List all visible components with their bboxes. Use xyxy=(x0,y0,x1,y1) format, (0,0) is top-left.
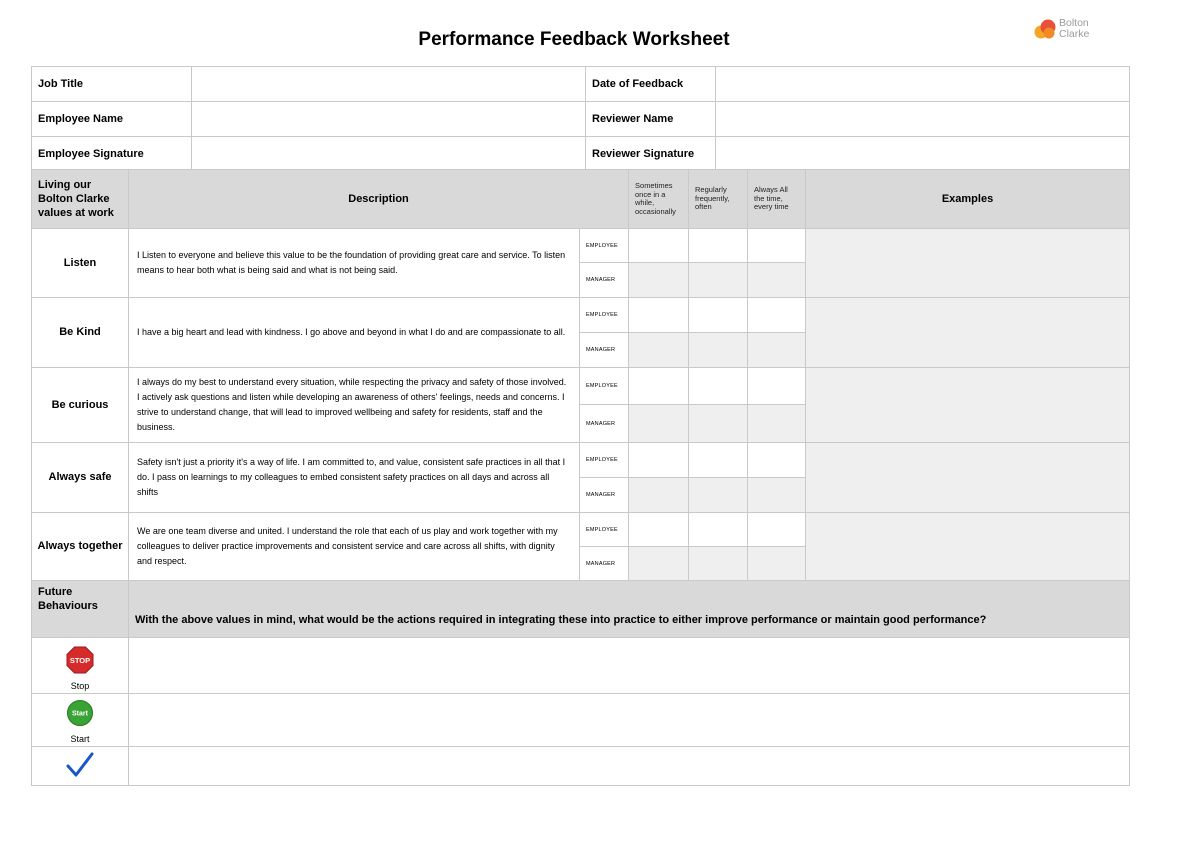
start-circle-icon xyxy=(66,699,94,727)
manager-regularly-cell[interactable] xyxy=(689,333,748,368)
manager-always-cell[interactable] xyxy=(748,547,806,581)
value-name: Always safe xyxy=(32,443,129,513)
value-description: We are one team diverse and united. I understand the role that each of us play and work together with my colleagues to deliver practice improvements and consistent service and care across all shifts, with dignity and respect. xyxy=(129,513,580,581)
heart-logo-icon xyxy=(1034,19,1056,39)
employee-regularly-cell[interactable] xyxy=(689,298,748,333)
employee-info-table xyxy=(31,66,1130,172)
start-label: Start xyxy=(70,734,90,744)
employee-always-cell[interactable] xyxy=(748,443,806,478)
manager-role-label: MANAGER xyxy=(580,405,629,443)
values-column-header: Living our Bolton Clarke values at work xyxy=(32,170,129,229)
manager-sometimes-cell[interactable] xyxy=(629,333,689,368)
reviewer-name-label: Reviewer Name xyxy=(586,102,716,137)
manager-sometimes-cell[interactable] xyxy=(629,405,689,443)
value-name: Be Kind xyxy=(32,298,129,368)
description-column-header: Description xyxy=(129,170,629,229)
manager-role-label: MANAGER xyxy=(580,263,629,298)
value-description: I have a big heart and lead with kindness. I go above and beyond in what I do and are compassionate to all. xyxy=(129,298,580,368)
page-title: Performance Feedback Worksheet xyxy=(418,29,730,50)
manager-always-cell[interactable] xyxy=(748,478,806,513)
manager-always-cell[interactable] xyxy=(748,333,806,368)
values-table xyxy=(31,169,1130,786)
checkmark-icon xyxy=(66,751,94,779)
reviewer-name-field[interactable] xyxy=(716,102,1130,137)
manager-always-cell[interactable] xyxy=(748,263,806,298)
date-of-feedback-label: Date of Feedback xyxy=(586,67,716,102)
value-description: I always do my best to understand every situation, while respecting the privacy and safety of those involved. I actively ask questions and listen while developing an awareness of others' feelings, needs and concerns. I strive to understand change, that will lead to improved wellbeing and safety for residents, staff and the business. xyxy=(129,368,580,443)
employee-regularly-cell[interactable] xyxy=(689,443,748,478)
examples-column-header: Examples xyxy=(806,170,1130,229)
manager-regularly-cell[interactable] xyxy=(689,263,748,298)
stop-sign-text: STOP xyxy=(69,655,91,665)
reviewer-signature-label: Reviewer Signature xyxy=(586,137,716,172)
employee-name-label: Employee Name xyxy=(32,102,192,137)
manager-sometimes-cell[interactable] xyxy=(629,547,689,581)
bolton-clarke-logo: Bolton Clarke xyxy=(1034,17,1104,41)
value-name: Listen xyxy=(32,229,129,298)
always-column-header: Always All the time, every time xyxy=(748,170,806,229)
employee-always-cell[interactable] xyxy=(748,513,806,547)
manager-sometimes-cell[interactable] xyxy=(629,263,689,298)
employee-always-cell[interactable] xyxy=(748,229,806,263)
employee-always-cell[interactable] xyxy=(748,298,806,333)
employee-signature-label: Employee Signature xyxy=(32,137,192,172)
employee-role-label: EMPLOYEE xyxy=(580,513,629,547)
future-behaviours-heading: Future Behaviours xyxy=(32,581,129,638)
stop-actions-field[interactable] xyxy=(129,638,1130,694)
manager-regularly-cell[interactable] xyxy=(689,405,748,443)
job-title-field[interactable] xyxy=(192,67,586,102)
stop-label: Stop xyxy=(70,680,90,691)
employee-regularly-cell[interactable] xyxy=(689,229,748,263)
reviewer-signature-field[interactable] xyxy=(716,137,1130,172)
date-of-feedback-field[interactable] xyxy=(716,67,1130,102)
start-actions-field[interactable] xyxy=(129,694,1130,747)
employee-sometimes-cell[interactable] xyxy=(629,368,689,405)
regularly-column-header: Regularly frequently, often xyxy=(689,170,748,229)
employee-role-label: EMPLOYEE xyxy=(580,229,629,263)
examples-cell[interactable] xyxy=(806,368,1130,443)
employee-always-cell[interactable] xyxy=(748,368,806,405)
employee-signature-field[interactable] xyxy=(192,137,586,172)
start-row-label xyxy=(32,694,129,747)
examples-cell[interactable] xyxy=(806,298,1130,368)
job-title-label: Job Title xyxy=(32,67,192,102)
employee-regularly-cell[interactable] xyxy=(689,368,748,405)
manager-role-label: MANAGER xyxy=(580,547,629,581)
manager-always-cell[interactable] xyxy=(748,405,806,443)
continue-actions-field[interactable] xyxy=(129,747,1130,786)
employee-role-label: EMPLOYEE xyxy=(580,298,629,333)
examples-cell[interactable] xyxy=(806,443,1130,513)
employee-name-field[interactable] xyxy=(192,102,586,137)
examples-cell[interactable] xyxy=(806,229,1130,298)
future-behaviours-question: With the above values in mind, what would be the actions required in integrating these into practice to either improve performance or maintain good performance? xyxy=(129,581,1130,638)
manager-regularly-cell[interactable] xyxy=(689,547,748,581)
employee-role-label: EMPLOYEE xyxy=(580,443,629,478)
manager-regularly-cell[interactable] xyxy=(689,478,748,513)
manager-role-label: MANAGER xyxy=(580,478,629,513)
employee-sometimes-cell[interactable] xyxy=(629,513,689,547)
examples-cell[interactable] xyxy=(806,513,1130,581)
stop-row-label xyxy=(32,638,129,694)
manager-sometimes-cell[interactable] xyxy=(629,478,689,513)
value-description: I Listen to everyone and believe this value to be the foundation of providing great care and service. To listen means to hear both what is being said and what is not being said. xyxy=(129,229,580,298)
employee-regularly-cell[interactable] xyxy=(689,513,748,547)
manager-role-label: MANAGER xyxy=(580,333,629,368)
value-description: Safety isn't just a priority it's a way of life. I am committed to, and value, consistent safe practices in all that I do. I pass on learnings to my colleagues to embed consistent safety practices on all days and across all shifts xyxy=(129,443,580,513)
employee-sometimes-cell[interactable] xyxy=(629,443,689,478)
employee-role-label: EMPLOYEE xyxy=(580,368,629,405)
value-name: Always together xyxy=(32,513,129,581)
sometimes-column-header: Sometimes once in a while, occasionally xyxy=(629,170,689,229)
continue-row-label xyxy=(32,747,129,786)
start-sign-text: Start xyxy=(72,710,88,718)
employee-sometimes-cell[interactable] xyxy=(629,298,689,333)
stop-sign-icon xyxy=(66,646,94,674)
employee-sometimes-cell[interactable] xyxy=(629,229,689,263)
value-name: Be curious xyxy=(32,368,129,443)
